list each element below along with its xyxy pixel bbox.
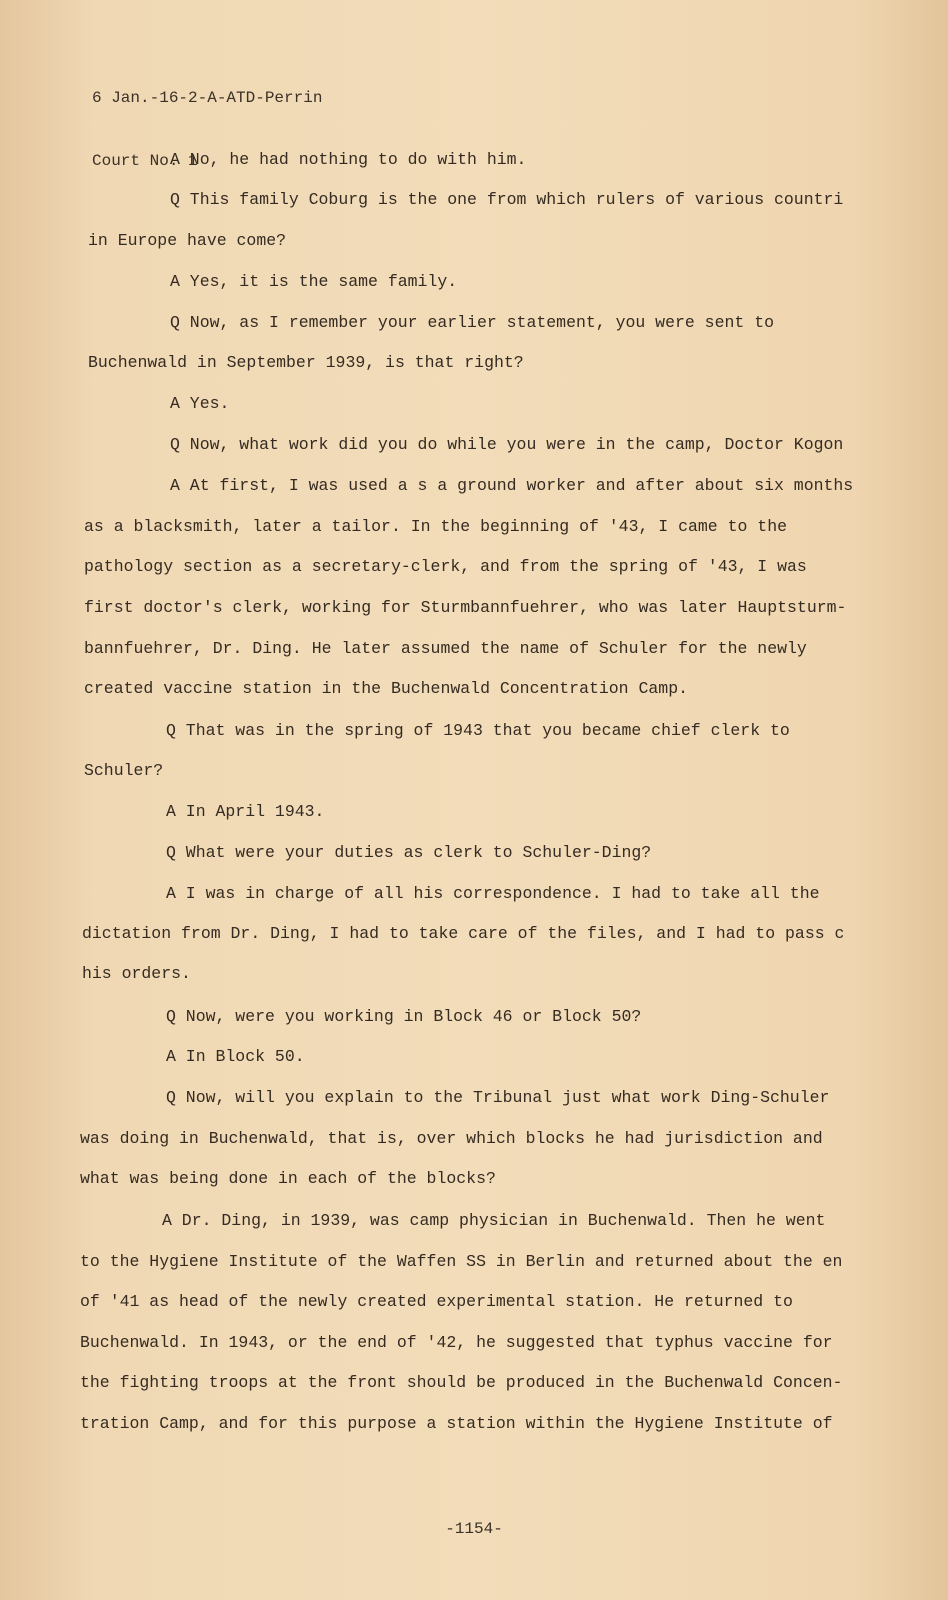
transcript-line: Q This family Coburg is the one from which rulers of various countri: [170, 190, 844, 209]
transcript-line: Schuler?: [84, 761, 164, 780]
transcript-line: Q That was in the spring of 1943 that you became chief clerk to: [166, 721, 790, 740]
transcript-line: A Yes, it is the same family.: [170, 272, 458, 291]
transcript-line: bannfuehrer, Dr. Ding. He later assumed the name of Schuler for the newly: [84, 639, 807, 658]
transcript-line: Buchenwald. In 1943, or the end of '42, he suggested that typhus vaccine for: [80, 1333, 833, 1352]
transcript-line: A Dr. Ding, in 1939, was camp physician in Buchenwald. Then he went: [162, 1211, 826, 1230]
transcript-line: first doctor's clerk, working for Sturmbannfuehrer, who was later Hauptsturm-: [84, 598, 847, 617]
transcript-line: A No, he had nothing to do with him.: [170, 150, 527, 169]
transcript-line: the fighting troops at the front should be produced in the Buchenwald Concen-: [80, 1373, 843, 1392]
transcript-line: A In Block 50.: [166, 1047, 305, 1066]
header-court: Court No. 1: [92, 152, 198, 170]
transcript-line: Buchenwald in September 1939, is that right?: [88, 353, 524, 372]
transcript-line: pathology section as a secretary-clerk, and from the spring of '43, I was: [84, 557, 807, 576]
transcript-line: his orders.: [82, 964, 191, 983]
transcript-line: A I was in charge of all his correspondence. I had to take all the: [166, 884, 820, 903]
transcript-line: dictation from Dr. Ding, I had to take care of the files, and I had to pass c: [82, 924, 845, 943]
transcript-line: Q Now, will you explain to the Tribunal just what work Ding-Schuler: [166, 1088, 830, 1107]
transcript-line: Q Now, what work did you do while you were in the camp, Doctor Kogon: [170, 435, 844, 454]
transcript-line: Q Now, were you working in Block 46 or Block 50?: [166, 1007, 642, 1026]
transcript-line: created vaccine station in the Buchenwald Concentration Camp.: [84, 679, 688, 698]
transcript-line: was doing in Buchenwald, that is, over which blocks he had jurisdiction and: [80, 1129, 823, 1148]
transcript-line: A Yes.: [170, 394, 230, 413]
header-reference: 6 Jan.-16-2-A-ATD-Perrin: [92, 89, 323, 107]
transcript-line: in Europe have come?: [88, 231, 287, 250]
transcript-line: A In April 1943.: [166, 802, 325, 821]
page-number: -1154-: [445, 1520, 503, 1538]
transcript-line: tration Camp, and for this purpose a station within the Hygiene Institute of: [80, 1414, 833, 1433]
transcript-line: as a blacksmith, later a tailor. In the beginning of '43, I came to the: [84, 517, 788, 536]
transcript-line: Q Now, as I remember your earlier statement, you were sent to: [170, 313, 774, 332]
transcript-line: of '41 as head of the newly created experimental station. He returned to: [80, 1292, 793, 1311]
transcript-line: what was being done in each of the blocks?: [80, 1169, 496, 1188]
transcript-line: Q What were your duties as clerk to Schuler-Ding?: [166, 843, 652, 862]
transcript-line: to the Hygiene Institute of the Waffen SS in Berlin and returned about the en: [80, 1252, 843, 1271]
transcript-line: A At first, I was used a s a ground worker and after about six months: [170, 476, 854, 495]
